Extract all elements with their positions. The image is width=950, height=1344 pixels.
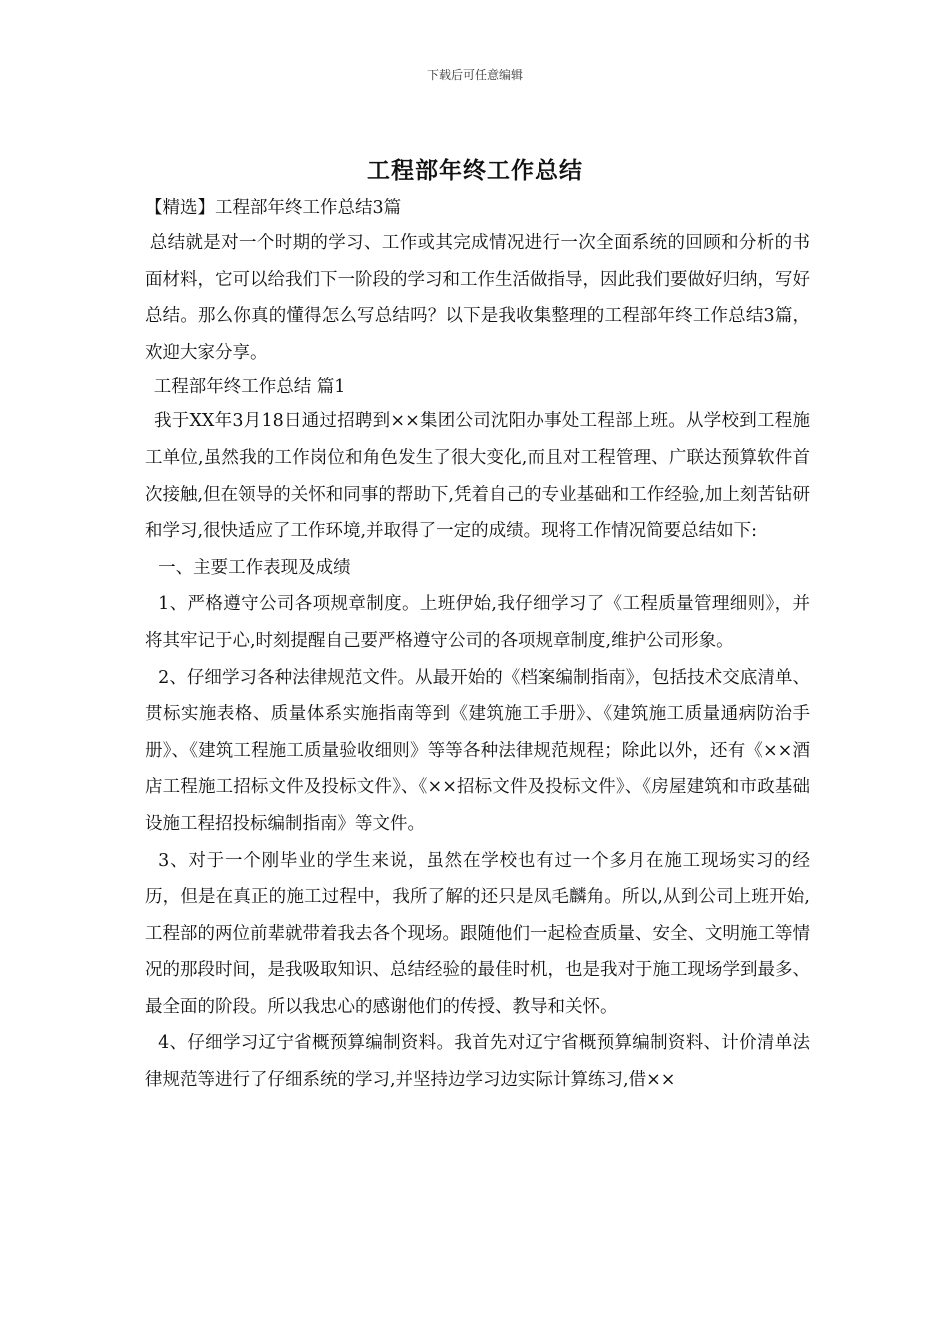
document-title: 工程部年终工作总结 (367, 157, 583, 184)
list-item (145, 586, 810, 659)
list-item-text: 4、仔细学习辽宁省概预算编制资料。我首先对辽宁省概预算编制资料、计价清单法律规范等进行了仔细系统的学习,并坚持边学习边实际计算练习,借×× (145, 1033, 810, 1091)
body-paragraph (145, 403, 810, 549)
list-item (145, 843, 810, 1026)
page-header-note: 下载后可任意编辑 (426, 68, 523, 82)
section-heading (145, 550, 810, 587)
list-item (145, 1025, 810, 1098)
article-heading (145, 371, 810, 403)
article-heading-text: 工程部年终工作总结 篇1 (153, 377, 346, 398)
document-body (145, 193, 810, 1099)
document-subtitle: 【精选】工程部年终工作总结3篇 (145, 198, 402, 218)
intro-paragraph-text: 总结就是对一个时期的学习、工作或其完成情况进行一次全面系统的回顾和分析的书面材料，它可以给我们下一阶段的学习和工作生活做指导，因此我们要做好归纳，写好总结。那么你真的懂得怎么写总结吗？以下是我收集整理的工程部年终工作总结3篇，欢迎大家分享。 (145, 233, 810, 363)
list-item-text: 1、严格遵守公司各项规章制度。上班伊始,我仔细学习了《工程质量管理细则》，并将其牢记于心,时刻提醒自己要严格遵守公司的各项规章制度,维护公司形象。 (145, 594, 810, 651)
list-item-text: 3、对于一个刚毕业的学生来说，虽然在学校也有过一个多月在施工现场实习的经历，但是在真正的施工过程中，我所了解的还只是凤毛麟角。所以,从到公司上班开始,工程部的两位前辈就带着我去各个现场。跟随他们一起检查质量、安全、文明施工等情况的那段时间，是我吸取知识、总结经验的最佳时机，也是我对于施工现场学到最多、最全面的阶段。所以我忠心的感谢他们的传授、教导和关怀。 (145, 850, 810, 1017)
body-paragraph-text: 我于XX年3月18日通过招聘到××集团公司沈阳办事处工程部上班。从学校到工程施工单位,虽然我的工作岗位和角色发生了很大变化,而且对工程管理、广联达预算软件首次接触,但在领导的关怀和同事的帮助下,凭着自己的专业基础和工作经验,加上刻苦钻研和学习,很快适应了工作环境,并取得了一定的成绩。现将工作情况简要总结如下: (145, 411, 810, 542)
list-item (145, 660, 810, 843)
intro-paragraph (145, 225, 810, 371)
section-heading-text: 一、主要工作表现及成绩 (158, 557, 351, 578)
list-item-text: 2、仔细学习各种法律规范文件。从最开始的《档案编制指南》，包括技术交底清单、贯标实施表格、质量体系实施指南等到《建筑施工手册》、《建筑施工质量通病防治手册》、《建筑工程施工质量验收细则》等等各种法律规范规程；除此以外，还有《××酒店工程施工招标文件及投标文件》、《××招标文件及投标文件》、《房屋建筑和市政基础设施工程招投标编制指南》等文件。 (145, 667, 810, 834)
